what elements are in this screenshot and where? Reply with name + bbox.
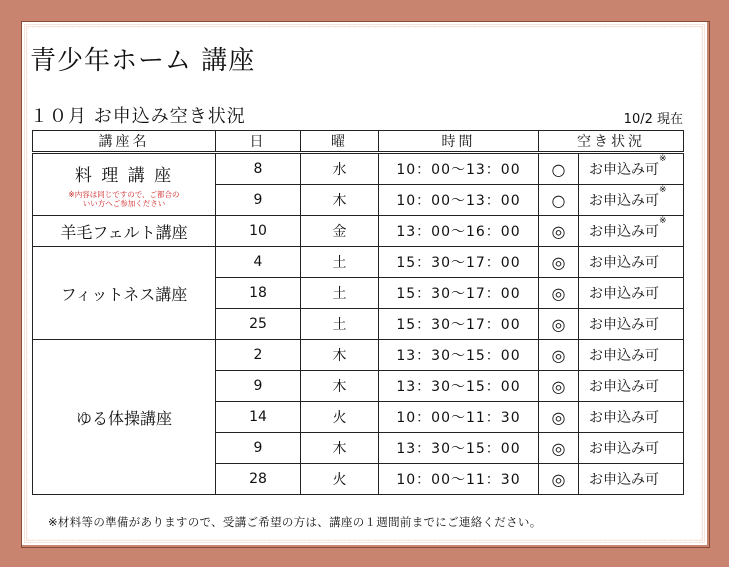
weekday-cell: 木 <box>301 340 379 371</box>
availability-status-cell <box>579 464 684 495</box>
availability-mark: ◎ <box>539 216 579 247</box>
availability-status-cell <box>579 309 684 340</box>
time-cell: 13：30～15：00 <box>379 340 539 371</box>
day-cell: 14 <box>216 402 301 433</box>
table-row <box>33 153 684 185</box>
availability-status: お申込み可 <box>589 379 659 395</box>
day-cell: 25 <box>216 309 301 340</box>
weekday-cell: 水 <box>301 153 379 185</box>
day-cell: 4 <box>216 247 301 278</box>
availability-status: お申込み可 <box>589 162 659 178</box>
time-cell: 15：30～17：00 <box>379 309 539 340</box>
time-cell: 10：00～13：00 <box>379 153 539 185</box>
column-header-weekday: 曜 <box>301 131 379 153</box>
column-header-time: 時間 <box>379 131 539 153</box>
column-header-course: 講座名 <box>33 131 216 153</box>
schedule-table <box>32 130 684 495</box>
table-row <box>33 340 684 371</box>
availability-status-cell <box>579 247 684 278</box>
availability-status-cell <box>579 153 684 185</box>
availability-mark: ◎ <box>539 340 579 371</box>
asterisk-mark: ※ <box>659 185 667 195</box>
day-cell: 8 <box>216 153 301 185</box>
weekday-cell: 土 <box>301 278 379 309</box>
footer-note: ※材料等の準備がありますので、受講ご希望の方は、講座の１週間前までにご連絡ください。 <box>48 515 542 529</box>
page-title: 青少年ホーム 講座 <box>30 46 256 76</box>
weekday-cell: 木 <box>301 371 379 402</box>
asterisk-mark: ※ <box>659 154 667 164</box>
course-name: 羊毛フェルト講座 <box>60 222 188 242</box>
availability-mark: ◎ <box>539 464 579 495</box>
availability-mark: ◎ <box>539 309 579 340</box>
time-cell: 13：30～15：00 <box>379 371 539 402</box>
table-header-row <box>33 131 684 153</box>
course-name: フィットネス講座 <box>60 284 188 304</box>
day-cell: 2 <box>216 340 301 371</box>
availability-status: お申込み可 <box>589 410 659 426</box>
availability-mark: ○ <box>539 153 579 185</box>
availability-status: お申込み可 <box>589 286 659 302</box>
time-cell: 15：30～17：00 <box>379 247 539 278</box>
page-subtitle: １０月 お申込み空き状況 <box>30 106 246 127</box>
column-header-availability: 空き状況 <box>539 131 684 153</box>
availability-mark: ◎ <box>539 402 579 433</box>
weekday-cell: 木 <box>301 433 379 464</box>
availability-status-cell <box>579 185 684 216</box>
availability-mark: ◎ <box>539 247 579 278</box>
column-header-day: 日 <box>216 131 301 153</box>
day-cell: 28 <box>216 464 301 495</box>
table-row <box>33 247 684 278</box>
availability-status: お申込み可 <box>589 317 659 333</box>
availability-status: お申込み可 <box>589 472 659 488</box>
time-cell: 10：00～11：30 <box>379 464 539 495</box>
time-cell: 13：30～15：00 <box>379 433 539 464</box>
time-cell: 10：00～11：30 <box>379 402 539 433</box>
time-cell: 13：00～16：00 <box>379 216 539 247</box>
weekday-cell: 土 <box>301 309 379 340</box>
availability-status-cell <box>579 371 684 402</box>
availability-mark: ◎ <box>539 278 579 309</box>
availability-mark: ◎ <box>539 371 579 402</box>
course-name-cell <box>33 247 216 340</box>
weekday-cell: 金 <box>301 216 379 247</box>
weekday-cell: 火 <box>301 402 379 433</box>
weekday-cell: 火 <box>301 464 379 495</box>
availability-status-cell <box>579 402 684 433</box>
day-cell: 9 <box>216 185 301 216</box>
availability-status: お申込み可 <box>589 441 659 457</box>
availability-status: お申込み可 <box>589 255 659 271</box>
course-name: 料 理 講 座 <box>74 166 174 186</box>
availability-mark: ○ <box>539 185 579 216</box>
availability-mark: ◎ <box>539 433 579 464</box>
as-of-date: 10/2 現在 <box>623 112 683 127</box>
weekday-cell: 木 <box>301 185 379 216</box>
availability-status: お申込み可 <box>589 193 659 209</box>
course-name: ゆる体操講座 <box>75 408 172 428</box>
time-cell: 15：30～17：00 <box>379 278 539 309</box>
asterisk-mark: ※ <box>659 216 667 226</box>
availability-status-cell <box>579 340 684 371</box>
course-note: ※内容は同じですので、ご都合の いい方へご参加ください <box>68 190 180 208</box>
availability-status-cell <box>579 433 684 464</box>
course-name-cell <box>33 153 216 216</box>
time-cell: 10：00～13：00 <box>379 185 539 216</box>
table-row <box>33 216 684 247</box>
weekday-cell: 土 <box>301 247 379 278</box>
day-cell: 9 <box>216 371 301 402</box>
availability-status: お申込み可 <box>589 348 659 364</box>
availability-status-cell <box>579 278 684 309</box>
availability-status-cell <box>579 216 684 247</box>
availability-status: お申込み可 <box>589 224 659 240</box>
day-cell: 9 <box>216 433 301 464</box>
course-name-cell <box>33 216 216 247</box>
course-name-cell <box>33 340 216 495</box>
day-cell: 10 <box>216 216 301 247</box>
day-cell: 18 <box>216 278 301 309</box>
